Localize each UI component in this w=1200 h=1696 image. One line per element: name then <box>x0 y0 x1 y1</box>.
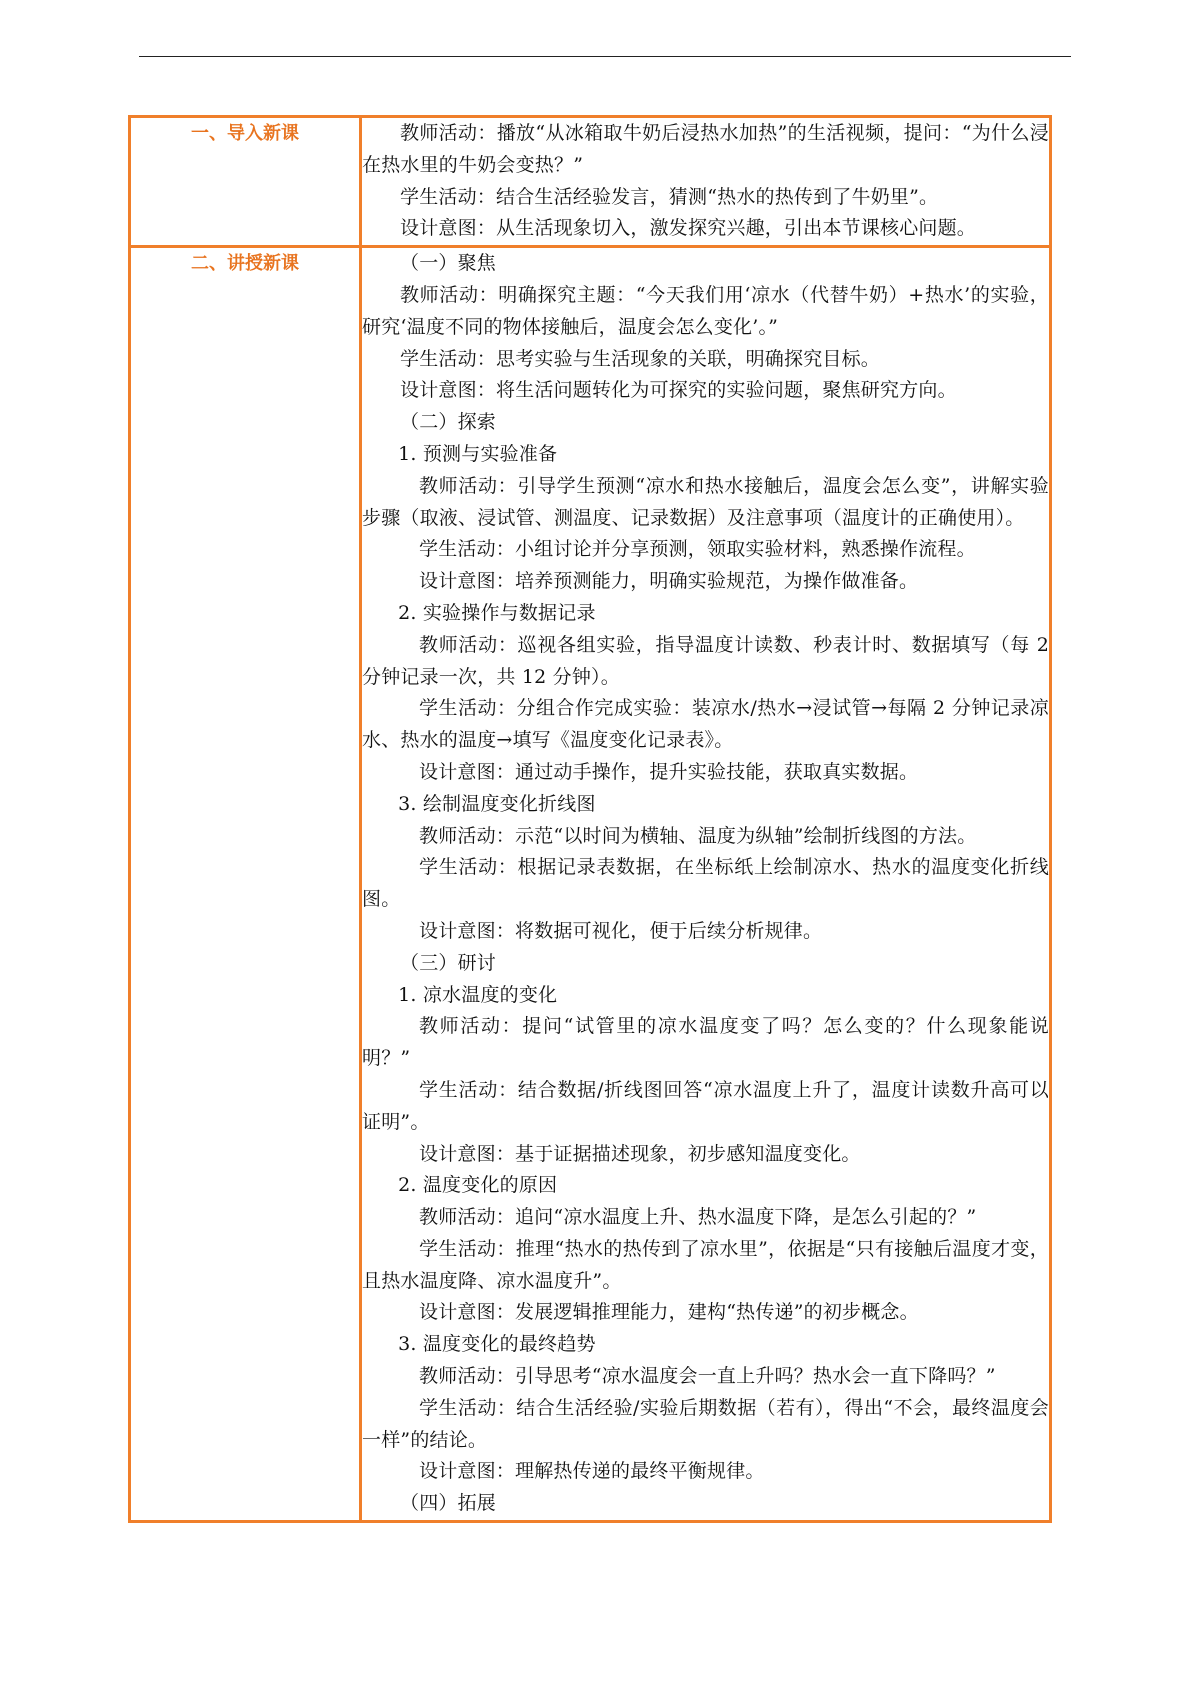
content-paragraph: 设计意图：从生活现象切入，激发探究兴趣，引出本节课核心问题。 <box>400 217 977 240</box>
content-paragraph: 学生活动：分组合作完成实验：装凉水/热水→浸试管→每隔 2 分钟记录凉水、热水的温度→填写《温度变化记录表》。 <box>362 697 1049 752</box>
content-paragraph: 设计意图：基于证据描述现象，初步感知温度变化。 <box>419 1142 861 1165</box>
content-paragraph: 学生活动：思考实验与生活现象的关联，明确探究目标。 <box>400 347 881 370</box>
content-paragraph: 1. 预测与实验准备 <box>398 442 558 465</box>
content-paragraph: 设计意图：将数据可视化，便于后续分析规律。 <box>419 919 823 942</box>
content-paragraph: 教师活动：播放“从冰箱取牛奶后浸热水加热”的生活视频，提问：“为什么浸在热水里的牛奶会变热？” <box>362 122 1049 176</box>
content-paragraph: （四）拓展 <box>400 1492 497 1515</box>
content-paragraph: 设计意图：将生活问题转化为可探究的实验问题，聚焦研究方向。 <box>400 379 957 402</box>
table-row <box>130 247 1051 1522</box>
section-title: 二、讲授新课 <box>191 253 299 275</box>
content-paragraph: 教师活动：明确探究主题：“今天我们用‘凉水（代替牛奶）+热水’的实验，研究‘温度不同的物体接触后，温度会怎么变化’。” <box>362 283 1049 338</box>
content-paragraph: 教师活动：追问“凉水温度上升、热水温度下降，是怎么引起的？” <box>419 1206 977 1229</box>
content-paragraph: 学生活动：小组讨论并分享预测，领取实验材料，熟悉操作流程。 <box>419 538 976 561</box>
content-paragraph: （一）聚焦 <box>400 252 497 275</box>
content-paragraph: （二）探索 <box>400 411 497 434</box>
content-paragraph: 3. 温度变化的最终趋势 <box>398 1333 596 1356</box>
section-title: 一、导入新课 <box>191 123 299 144</box>
section-cell <box>130 117 361 247</box>
content-paragraph: 教师活动：引导学生预测“凉水和热水接触后，温度会怎么变”，讲解实验步骤（取液、浸试管、测温度、记录数据）及注意事项（温度计的正确使用）。 <box>362 474 1049 529</box>
content-paragraph: 3. 绘制温度变化折线图 <box>398 792 596 815</box>
content-paragraph: （三）研讨 <box>400 951 497 974</box>
header-rule <box>139 56 1071 57</box>
content-paragraph: 教师活动：提问“试管里的凉水温度变了吗？怎么变的？什么现象能说明？” <box>362 1015 1049 1070</box>
content-paragraph: 学生活动：推理“热水的热传到了凉水里”，依据是“只有接触后温度才变，且热水温度降、凉水温度升”。 <box>362 1237 1049 1292</box>
content-paragraph: 2. 实验操作与数据记录 <box>398 601 596 624</box>
content-paragraph: 学生活动：结合数据/折线图回答“凉水温度上升了，温度计读数升高可以证明”。 <box>362 1078 1049 1133</box>
table-row <box>130 117 1051 247</box>
content-paragraph: 学生活动：结合生活经验/实验后期数据（若有），得出“不会，最终温度会一样”的结论。 <box>362 1396 1049 1451</box>
content-paragraph: 设计意图：发展逻辑推理能力，建构“热传递”的初步概念。 <box>419 1301 919 1324</box>
content-paragraph: 学生活动：结合生活经验发言，猜测“热水的热传到了牛奶里”。 <box>400 185 939 208</box>
content-cell <box>361 247 1051 1522</box>
content-paragraph: 设计意图：通过动手操作，提升实验技能，获取真实数据。 <box>419 760 919 783</box>
content-paragraph: 教师活动：示范“以时间为横轴、温度为纵轴”绘制折线图的方法。 <box>419 824 977 847</box>
section-cell <box>130 247 361 1522</box>
content-paragraph: 设计意图：理解热传递的最终平衡规律。 <box>419 1460 765 1483</box>
content-paragraph: 2. 温度变化的原因 <box>398 1174 558 1197</box>
content-paragraph: 教师活动：巡视各组实验，指导温度计读数、秒表计时、数据填写（每 2 分钟记录一次，共 12 分钟）。 <box>362 633 1049 688</box>
lesson-plan-table <box>128 115 1052 1523</box>
content-cell <box>361 117 1051 247</box>
content-paragraph: 1. 凉水温度的变化 <box>398 983 558 1006</box>
content-paragraph: 设计意图：培养预测能力，明确实验规范，为操作做准备。 <box>419 570 919 593</box>
content-paragraph: 学生活动：根据记录表数据，在坐标纸上绘制凉水、热水的温度变化折线图。 <box>362 856 1049 911</box>
content-paragraph: 教师活动：引导思考“凉水温度会一直上升吗？热水会一直下降吗？” <box>419 1365 996 1388</box>
